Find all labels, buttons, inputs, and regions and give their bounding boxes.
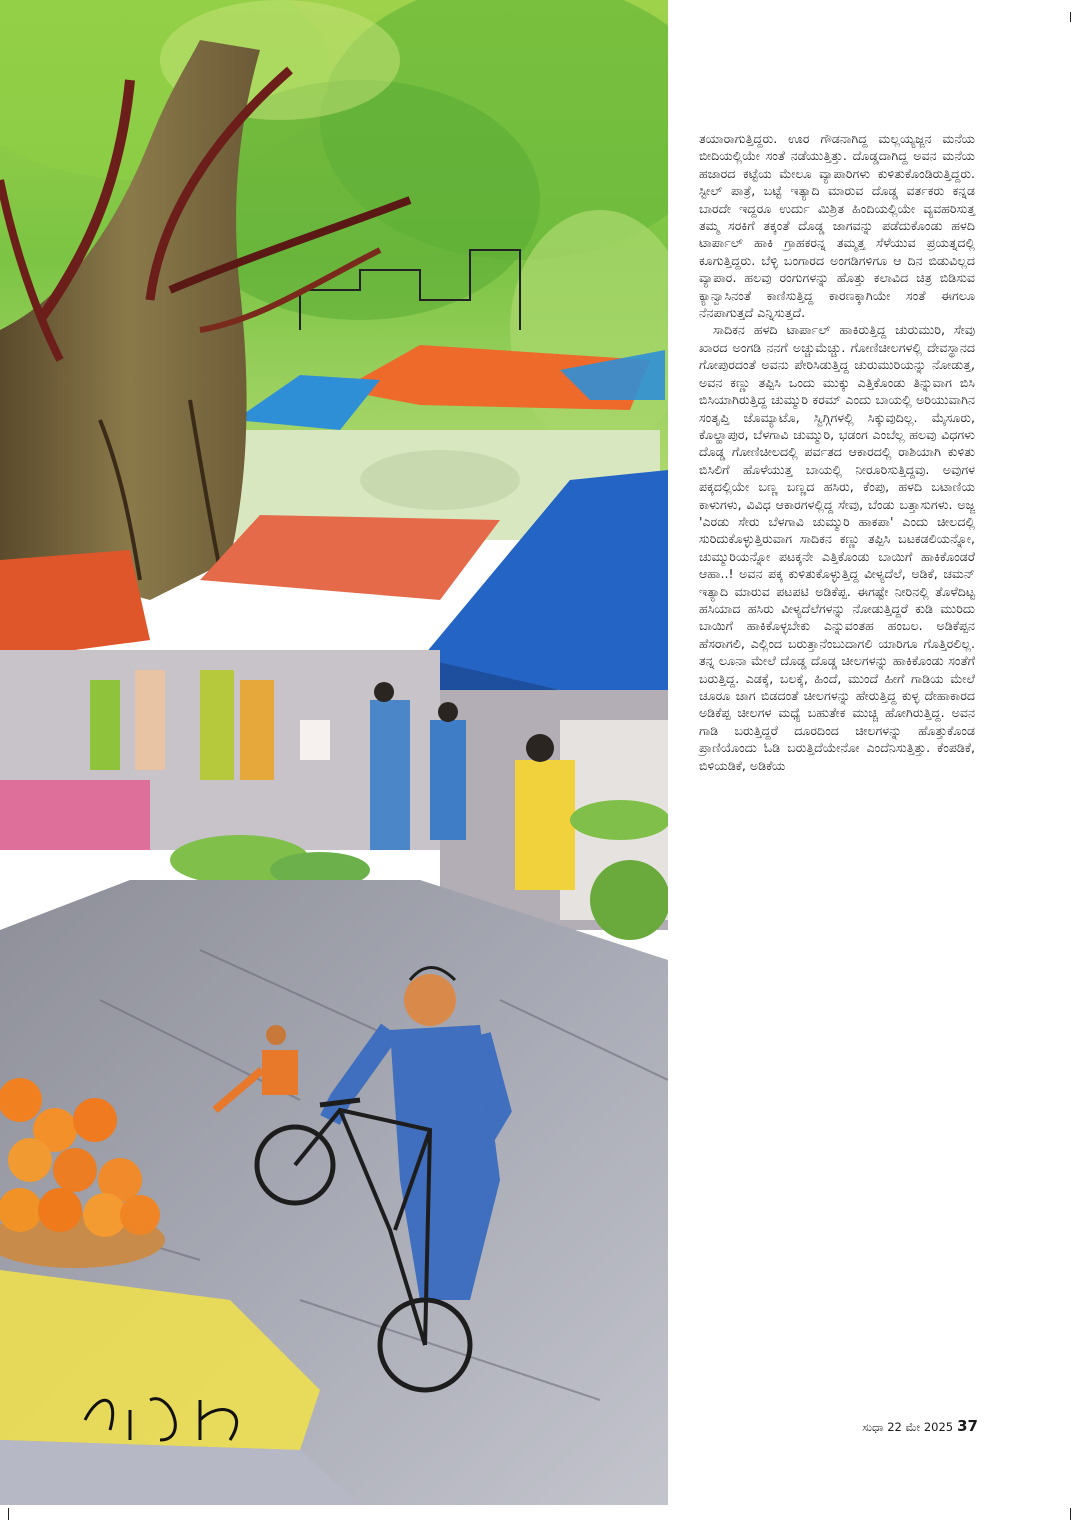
left-stall-roof xyxy=(0,550,150,660)
article-paragraph: ಸಾದಿಕನ ಹಳದಿ ಟಾರ್ಪಾಲ್ ಹಾಕಿರುತ್ತಿದ್ದ ಚುರುಮುರಿ, ಸೇವು ಖಾರದ ಅಂಗಡಿ ನನಗೆ ಅಚ್ಚುಮೆಚ್ಚು. ಗೋಣಿಚೀಲಗಳಲ್ಲಿ ದೇವಸ್ಥಾನದ ಗೋಪುರದಂತೆ ಅವನು ಪೇರಿಸಿಡುತ್ತಿದ್ದ ಚುರುಮುರಿಯನ್ನು ನೋಡುತ್ತ, ಅವನ ಕಣ್ಣು ತಪ್ಪಿಸಿ ಒಂದು ಮುಕ್ಕು ಎತ್ತಿಕೊಂಡು ತಿನ್ನುವಾಗ ಬಿಸಿ ಬಿಸಿಯಾಗಿರುತ್ತಿದ್ದ ಚುಮ್ಮುರಿ ಕರಮ್ ಎಂದು ಬಾಯಲ್ಲಿ ಅರಿಯುವಾಗಿನ ಸಂತೃಪ್ತಿ ಜೊಮ್ಯಾಟೊ, ಸ್ವಿಗ್ಗಿಗಳಲ್ಲಿ ಸಿಕ್ಕುವುದಿಲ್ಲ. ಮೈಸೂರು, ಕೊಲ್ಹಾಪುರ, ಬೆಳಗಾವಿ ಚುಮ್ಮುರಿ, ಭಡಂಗ ಎಂಬೆಲ್ಲ ಹಲವು ವಿಧಗಳು ದೊಡ್ಡ ಗೋಣಿಚೀಲದಲ್ಲಿ ಪರ್ವತದ ಆಕಾರದಲ್ಲಿ ರಾಶಿಯಾಗಿ ಕುಳಿತು ಬಿಸಿಲಿಗೆ ಹೊಳೆಯುತ್ತ ಬಾಯಲ್ಲಿ ನೀರೂರಿಸುತ್ತಿದ್ದವು. ಅವುಗಳ ಪಕ್ಕದಲ್ಲಿಯೇ ಬಣ್ಣ ಬಣ್ಣದ ಹಸಿರು, ಕೆಂಪು, ಹಳದಿ ಬಟಾಣಿಯ ಕಾಳುಗಳು, ವಿವಿಧ ಆಕಾರಗಳಲ್ಲಿದ್ದ ಸೇವು, ಬೆಂಡು ಬತ್ತಾಸುಗಳು. ಅಜ್ಜ 'ಎರಡು ಸೇರು ಬೆಳಗಾವಿ ಚುಮ್ಮುರಿ ಹಾಕಪಾ' ಎಂದು ಚೀಲದಲ್ಲಿ ಸುರಿದುಕೊಳ್ಳುತ್ತಿರುವಾಗ ಸಾದಿಕನ ಕಣ್ಣು ತಪ್ಪಿಸಿ ಬಟಕಡಲಿಯನ್ನೋ, ಚುಮ್ಮುರಿಯನ್ನೋ ಪಟಕ್ಕನೇ ಎತ್ತಿಕೊಂಡು ಬಾಯಿಗೆ ಹಾಕಿಕೊಂಡರೆ ಆಹಾ..! ಅವನ ಪಕ್ಕ ಕುಳಿತುಕೊಳ್ಳುತ್ತಿದ್ದ ವೀಳ್ಯದೆಲೆ, ಅಡಿಕೆ, ಚಮನ್ ಇತ್ಯಾದಿ ಮಾರುವ ಪಟಪಟಿ ಅಡಿಕೆಪ್ಪ. ಈಗಷ್ಟೇ ನೀರಿನಲ್ಲಿ ತೊಳೆದಿಟ್ಟ ಹಸಿಯಾದ ಹಸಿರು ವೀಳ್ಯದೆಲೆಗಳನ್ನು ನೋಡುತ್ತಿದ್ದರೆ ಕುಡಿ ಮುರಿದು ಬಾಯಿಗೆ ಹಾಕಿಕೊಳ್ಳಬೇಕು ಎನ್ನುವಂತಹ ಹಂಬಲ. ಅಡಿಕೆಪ್ಪನ ಹೆಸರಾಗಲಿ, ಎಲ್ಲಿಂದ ಬರುತ್ತಾನೆಂಬುದಾಗಲಿ ಯಾರಿಗೂ ಗೊತ್ತಿರಲಿಲ್ಲ. ತನ್ನ ಲೂನಾ ಮೇಲೆ ದೊಡ್ಡ ದೊಡ್ಡ ಚೀಲಗಳನ್ನು ಹಾಕಿಕೊಂಡು ಸಂತೆಗೆ ಬರುತ್ತಿದ್ದ. ಎಡಕ್ಕೆ, ಬಲಕ್ಕೆ, ಹಿಂದೆ, ಮುಂದೆ ಹೀಗೆ ಗಾಡಿಯ ಮೇಲೆ ಚೂರೂ ಜಾಗ ಬಿಡದಂತೆ ಚೀಲಗಳನ್ನು ಹೇರುತ್ತಿದ್ದ ಕುಳ್ಳ ದೇಹಾಕಾರದ ಅಡಿಕೆಪ್ಪ ಚೀಲಗಳ ಮಧ್ಯೆ ಬಹುತೇಕ ಮುಚ್ಚಿ ಹೋಗಿರುತ್ತಿದ್ದ. ಅವನ ಗಾಡಿ ಬರುತ್ತಿದ್ದರೆ ದೂರದಿಂದ ಚೀಲಗಳನ್ನು ಹೊತ್ತುಕೊಂಡ ಪ್ರಾಣಿಯೊಂದು ಓಡಿ ಬರುತ್ತಿದೆಯೇನೋ ಎಂದೆನಿಸುತ್ತಿತ್ತು. ಕೆಂಪಡಿಕೆ, ಬಿಳಿಯಡಿಕೆ, ಅಡಿಕೆಯ xyxy=(699,322,975,773)
page-number: 37 xyxy=(957,1417,978,1435)
crop-mark-bottom-right xyxy=(1070,1508,1071,1520)
publication-date: ಸುಧಾ 22 ಮೇ 2025 xyxy=(862,1420,954,1434)
page-footer xyxy=(808,1416,978,1438)
article-paragraph: ತಯಾರಾಗುತ್ತಿದ್ದರು. ಊರ ಗೌಡನಾಗಿದ್ದ ಮಲ್ಲಯ್ಯಜ್ಜನ ಮನೆಯ ಬೀದಿಯಲ್ಲಿಯೇ ಸಂತೆ ನಡೆಯುತ್ತಿತ್ತು. ದೊಡ್ಡದಾಗಿದ್ದ ಅವನ ಮನೆಯ ಹಜಾರದ ಕಟ್ಟೆಯ ಮೇಲೂ ವ್ಯಾಪಾರಿಗಳು ಕುಳಿತುಕೊಂಡಿರುತ್ತಿದ್ದರು. ಸ್ಟೀಲ್ ಪಾತ್ರೆ, ಬಟ್ಟೆ ಇತ್ಯಾದಿ ಮಾರುವ ದೊಡ್ಡ ವರ್ತಕರು ಕನ್ನಡ ಬಾರದೇ ಇದ್ದರೂ ಉರ್ದು ಮಿಶ್ರಿತ ಹಿಂದಿಯಲ್ಲಿಯೇ ವ್ಯವಹರಿಸುತ್ತ ತಮ್ಮ ಸರಕಿಗೆ ತಕ್ಕಂತೆ ದೊಡ್ಡ ಜಾಗವನ್ನು ಪಡೆದುಕೊಂಡು ಹಳದಿ ಟಾರ್ಪಾಲ್ ಹಾಕಿ ಗ್ರಾಹಕರನ್ನ ತಮ್ಮತ್ತ ಸೆಳೆಯುವ ಪ್ರಯತ್ನದಲ್ಲಿ ಕೂಗುತ್ತಿದ್ದರು. ಬೆಳ್ಳಿ ಬಂಗಾರದ ಅಂಗಡಿಗಳಿಗೂ ಆ ದಿನ ಬಿಡುವಿಲ್ಲದ ವ್ಯಾಪಾರ. ಹಲವು ರಂಗುಗಳನ್ನು ಹೊತ್ತು ಕಲಾವಿದ ಚಿತ್ರ ಬಿಡಿಸುವ ಕ್ಯಾನ್ವಾಸಿನಂತೆ ಕಾಣಿಸುತ್ತಿದ್ದ ಕಾರಣಕ್ಕಾಗಿಯೇ ಸಂತೆ ಈಗಲೂ ನೆನಪಾಗುತ್ತದೆ ಎನ್ನಿಸುತ್ತದೆ. xyxy=(699,131,975,321)
crop-mark-top-right xyxy=(1070,12,1071,22)
crop-mark-bottom-left xyxy=(8,1508,9,1520)
article-body xyxy=(699,130,975,774)
